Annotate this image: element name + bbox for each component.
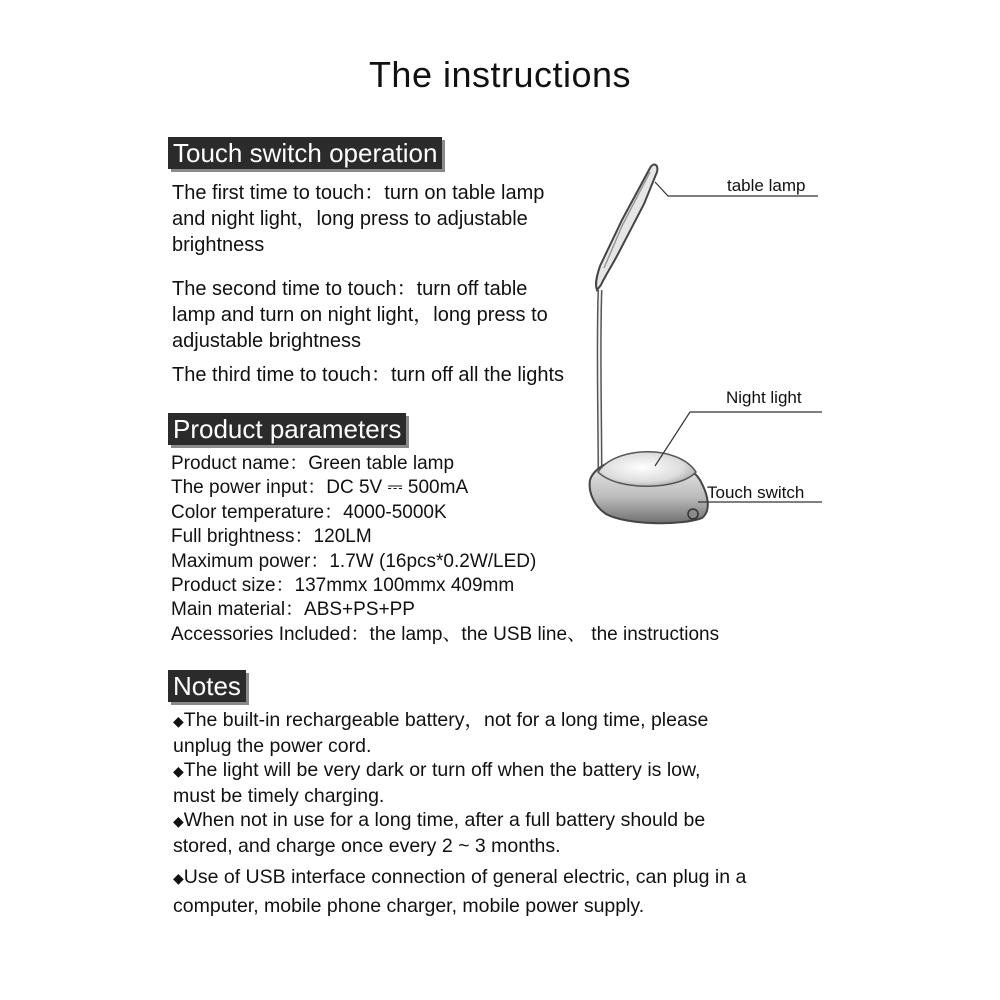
note-text: When not in use for a long time, after a full battery should be stored, and charge once every 2 ~ 3 months. <box>173 809 706 857</box>
night-light-dome <box>598 452 696 487</box>
diamond-bullet-icon: ◆ <box>173 813 184 829</box>
parameter-item: Maximum power：1.7W (16pcs*0.2W/LED) <box>171 550 537 572</box>
note-text: The built-in rechargeable battery，not for a long time, please unplug the power cord. <box>173 709 709 757</box>
parameter-item: Full brightness：120LM <box>171 526 372 548</box>
note-text: Use of USB interface connection of general electric, can plug in a computer, mobile phone charger, mobile power supply. <box>173 866 747 917</box>
note-item <box>173 863 793 920</box>
touch-paragraph-second: The second time to touch：turn off table lamp and turn on night light，long press to adjustable brightness <box>172 278 548 352</box>
note-text: The light will be very dark or turn off when the battery is low, must be timely charging. <box>173 759 701 807</box>
notes-list <box>173 708 793 920</box>
product-parameters-header: Product parameters <box>168 413 406 445</box>
parameter-item: Color temperature：4000-5000K <box>171 501 447 523</box>
touch-switch-label: Touch switch <box>707 483 805 502</box>
diamond-bullet-icon: ◆ <box>173 713 184 729</box>
touch-paragraph-first: The first time to touch：turn on table lamp and night light，long press to adjustable brightness <box>172 182 545 256</box>
touch-switch-icon <box>688 509 698 519</box>
lamp-diagram <box>560 150 840 540</box>
lamp-head <box>596 165 657 290</box>
parameter-item: Product name：Green table lamp <box>171 453 455 474</box>
diamond-bullet-icon: ◆ <box>173 870 184 886</box>
note-item <box>173 758 793 808</box>
parameter-item: Main material：ABS+PS+PP <box>171 599 415 621</box>
parameter-item: Product size：137mmx 100mmx 409mm <box>171 575 515 597</box>
notes-header: Notes <box>168 670 246 702</box>
diamond-bullet-icon: ◆ <box>173 763 184 779</box>
table-lamp-label: table lamp <box>727 176 806 195</box>
parameter-item: The power input：DC 5V ⎓ 500mA <box>171 477 469 499</box>
note-item <box>173 708 793 758</box>
touch-switch-header: Touch switch operation <box>168 137 442 169</box>
note-item <box>173 808 793 858</box>
page-title: The instructions <box>368 54 632 95</box>
parameter-item: Accessories Included：the lamp、the USB line、 the instructions <box>171 623 720 645</box>
night-light-label: Night light <box>726 388 802 407</box>
touch-paragraph-third: The third time to touch：turn off all the lights <box>172 364 565 386</box>
